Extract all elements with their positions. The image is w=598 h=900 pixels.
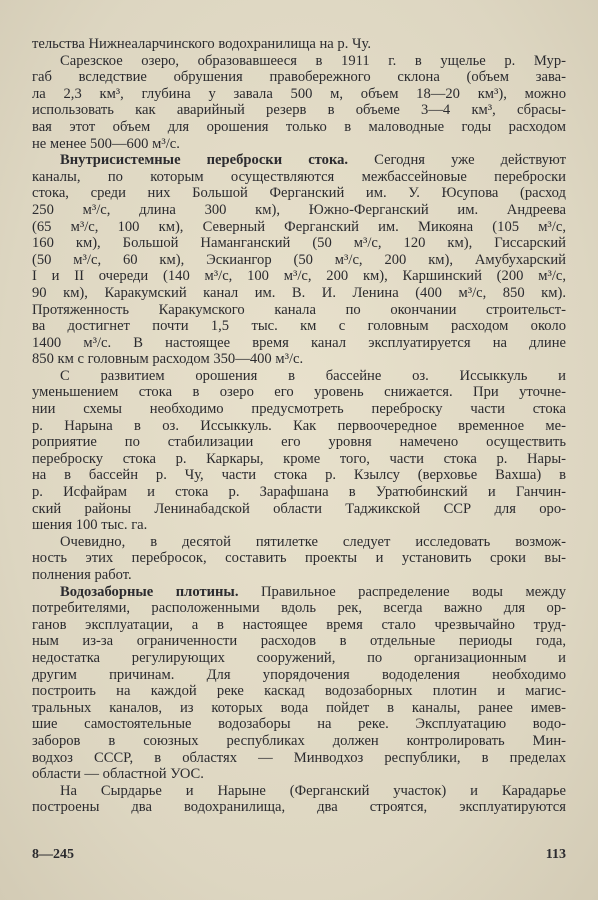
text-line: шие самостоятельные водозаборы на реке. Эксплуатацию водо- bbox=[32, 716, 566, 733]
text-fragment: Правильное распределение воды между bbox=[238, 583, 566, 600]
text-line: ность этих перебросок, составить проекты и установить сроки вы- bbox=[32, 550, 566, 567]
paragraph-intake-dams bbox=[32, 584, 566, 783]
text-line: 250 м³/с, длина 300 км), Южно-Ферганский им. Андреева bbox=[32, 201, 566, 218]
text-line: габ вследствие обрушения правобережного склона (объем зава- bbox=[32, 69, 566, 86]
text-line: р. Нарына в оз. Иссыккуль. Как первоочередное временное ме- bbox=[32, 417, 566, 434]
text-line: построены два водохранилища, два строятся, эксплуатируются bbox=[32, 799, 566, 816]
text-line: ным из-за ограниченности расходов в отдельные периоды года, bbox=[32, 633, 566, 650]
text-line: 1400 м³/с. В настоящее время канал эксплуатируется на длине bbox=[32, 334, 566, 351]
text-line: нии схемы необходимо предусмотреть переброску части стока bbox=[32, 401, 566, 418]
text-line: На Сырдарье и Нарыне (Ферганский участок) и Карадарье bbox=[60, 782, 566, 799]
paragraph-syrdarya bbox=[32, 783, 566, 816]
paragraph-internal-transfers bbox=[32, 152, 566, 368]
text-line: каналы, по которым осуществляются межбассейновые переброски bbox=[32, 168, 566, 185]
text-line: на в бассейн р. Чу, части стока р. Кзылсу (верховье Вахша) в bbox=[32, 467, 566, 484]
text-line: ва достигнет почти 1,5 тыс. км с головным расходом около bbox=[32, 318, 566, 335]
text-line: тельства Нижнеаларчинского водохранилища на р. Чу. bbox=[32, 36, 371, 52]
text-line: шения 100 тыс. га. bbox=[32, 517, 148, 534]
text-line: переброску стока р. Каркары, кроме того, части стока р. Нары- bbox=[32, 450, 566, 467]
text-line: Протяженность Каракумского канала по окончании строительст- bbox=[32, 301, 566, 318]
text-line bbox=[32, 152, 566, 169]
text-line: ский районы Ленинабадской области Таджикской ССР для оро- bbox=[32, 500, 566, 517]
text-line: I и II очереди (140 м³/с, 100 м³/с, 200 км), Каршинский (200 м³/с, bbox=[32, 268, 566, 285]
text-fragment: Сегодня уже действуют bbox=[348, 152, 566, 169]
text-line bbox=[32, 584, 566, 601]
text-line: использовать как аварийный резерв в объеме 3—4 км³, сбрасы- bbox=[32, 102, 566, 119]
paragraph-sarez-lake bbox=[32, 53, 566, 153]
text-line: стока, среди них Большой Ферганский им. У. Юсупова (расход bbox=[32, 185, 566, 202]
text-line: другим причинам. Для упорядочения вододеления необходимо bbox=[32, 666, 566, 683]
text-line: 90 км), Каракумский канал им. В. И. Ленина (400 м³/с, 850 км). bbox=[32, 284, 566, 301]
text-line: водхоз СССР, в областях — Минводхоз республики, в пределах bbox=[32, 749, 566, 766]
text-line: р. Исфайрам и стока р. Зарафшана в Уратюбинский и Ганчин- bbox=[32, 484, 566, 501]
text-line: роприятие по стабилизации его уровня намечено осуществить bbox=[32, 434, 566, 451]
text-line: недостатка регулирующих сооружений, по организационным и bbox=[32, 649, 566, 666]
text-line: ла 2,3 км³, глубина у завала 500 м, объем 18—20 км³), можно bbox=[32, 85, 566, 102]
paragraph-five-year-plan bbox=[32, 534, 566, 584]
text-line: 160 км), Большой Наманганский (50 м³/с, 120 км), Гиссарский bbox=[32, 235, 566, 252]
text-line: Очевидно, в десятой пятилетке следует исследовать возмож- bbox=[60, 533, 566, 550]
text-line: ганов эксплуатации, а в настоящее время стало чрезвычайно труд- bbox=[32, 616, 566, 633]
paragraph-issyk-kul bbox=[32, 368, 566, 534]
paragraph-continuation bbox=[32, 36, 566, 53]
section-heading: Водозаборные плотины. bbox=[60, 583, 239, 600]
text-line: (65 м³/с, 100 км), Северный Ферганский им. Микояна (105 м³/с, bbox=[32, 218, 566, 235]
text-line: тральных каналов, из которых вода пойдет в каналы, ранее имев- bbox=[32, 699, 566, 716]
text-line: Сарезское озеро, образовавшееся в 1911 г. в ущелье р. Мур- bbox=[60, 52, 566, 69]
printer-signature: 8—245 bbox=[32, 847, 74, 862]
text-line: полнения работ. bbox=[32, 567, 132, 583]
body-text bbox=[32, 36, 566, 816]
text-line: (50 м³/с, 60 км), Эскиангор (50 м³/с, 200 км), Амубухарский bbox=[32, 251, 566, 268]
text-line: потребителями, расположенными вдоль рек, всегда важно для ор- bbox=[32, 600, 566, 617]
section-heading: Внутрисистемные переброски стока. bbox=[60, 152, 349, 169]
text-line: вая этот объем для орошения только в маловодные годы расходом bbox=[32, 118, 566, 135]
page-number: 113 bbox=[545, 847, 566, 862]
text-line: уменьшением стока в озеро его уровень снижается. При уточне- bbox=[32, 384, 566, 401]
text-line: С развитием орошения в бассейне оз. Иссыккуль и bbox=[60, 367, 566, 384]
text-line: области — областной УОС. bbox=[32, 766, 204, 783]
text-line: 850 км с головным расходом 350—400 м³/с. bbox=[32, 351, 304, 368]
text-line: не менее 500—600 м³/с. bbox=[32, 135, 180, 152]
text-line: построить на каждой реке каскад водозаборных плотин и магис- bbox=[32, 683, 566, 700]
text-line: заборов в союзных республиках должен контролировать Мин- bbox=[32, 732, 566, 749]
